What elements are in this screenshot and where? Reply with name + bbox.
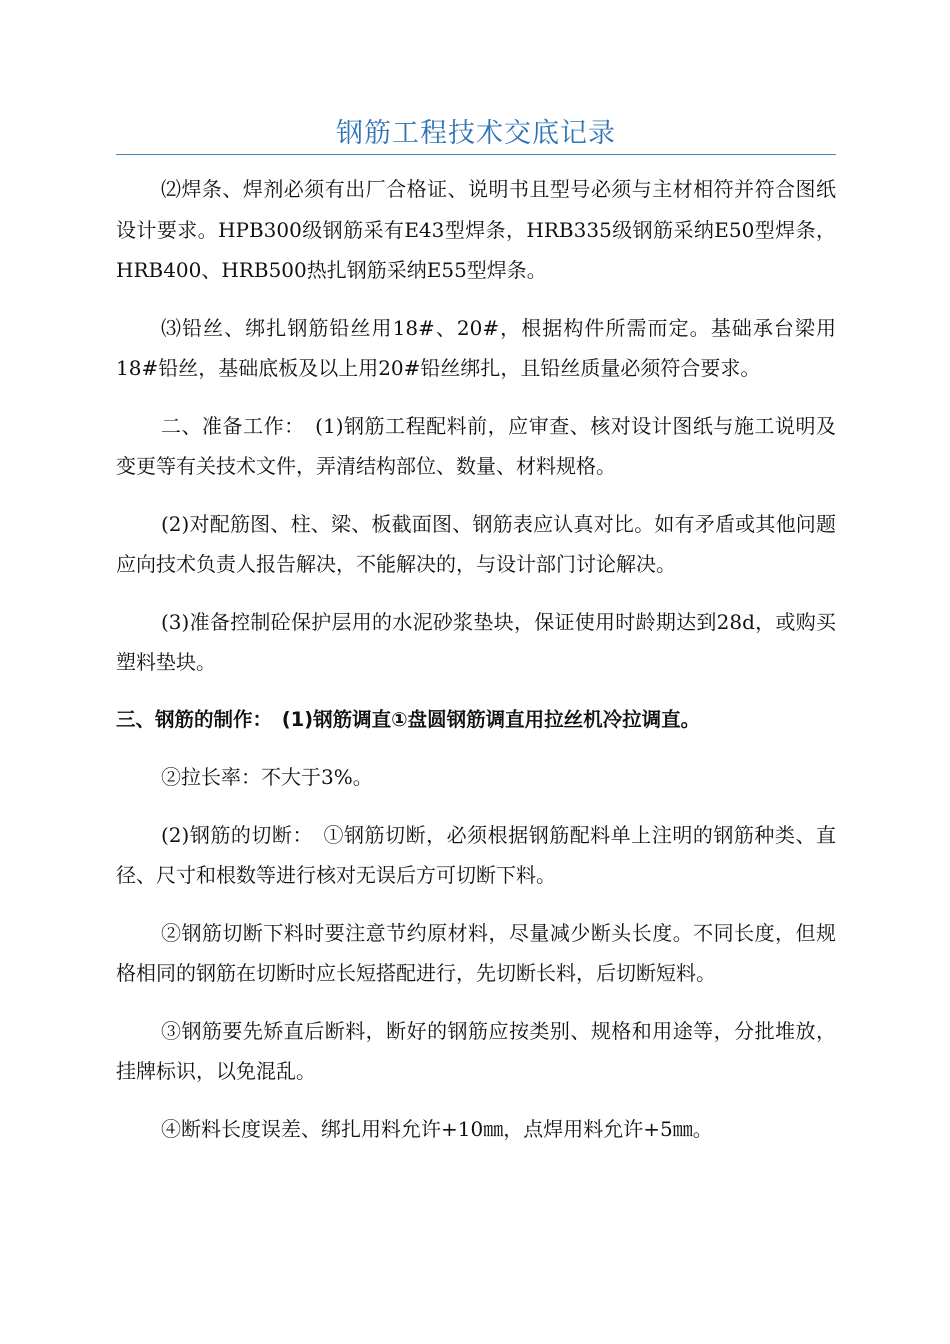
- paragraph-cutting-2: ②钢筋切断下料时要注意节约原材料，尽量减少断头长度。不同长度，但规格相同的钢筋在切断时应长短搭配进行，先切断长料，后切断短料。: [116, 920, 836, 985]
- paragraph-binding-wire: ⑶铅丝、绑扎钢筋铅丝用18#、20#，根据构件所需而定。基础承台梁用18#铅丝，基础底板及以上用20#铅丝绑扎，且铅丝质量必须符合要求。: [116, 315, 836, 380]
- title-underline: [116, 154, 836, 155]
- paragraph-preparation-1: 二、准备工作： (1)钢筋工程配料前，应审查、核对设计图纸与施工说明及变更等有关技术文件，弄清结构部位、数量、材料规格。: [116, 413, 836, 478]
- section-heading-fabrication: 三、钢筋的制作： (1)钢筋调直①盘圆钢筋调直用拉丝机冷拉调直。: [116, 707, 701, 731]
- paragraph-welding-rods: ⑵焊条、焊剂必须有出厂合格证、说明书且型号必须与主材相符并符合图纸设计要求。HPB300级钢筋采有E43型焊条，HRB335级钢筋采纳E50型焊条，HRB400、HRB500热扎钢筋采纳E55型焊条。: [116, 177, 836, 282]
- paragraph-preparation-3: (3)准备控制砼保护层用的水泥砂浆垫块，保证使用时龄期达到28d，或购买塑料垫块。: [116, 609, 836, 674]
- paragraph-cutting-3: ③钢筋要先矫直后断料，断好的钢筋应按类别、规格和用途等，分批堆放，挂牌标识，以免混乱。: [116, 1018, 836, 1083]
- paragraph-preparation-2: (2)对配筋图、柱、梁、板截面图、钢筋表应认真对比。如有矛盾或其他问题应向技术负责人报告解决，不能解决的，与设计部门讨论解决。: [116, 511, 836, 576]
- paragraph-cutting-4: ④断料长度误差、绑扎用料允许+10㎜，点焊用料允许+5㎜。: [161, 1116, 713, 1141]
- document-page: [116, 0, 836, 1166]
- document-body: [116, 169, 836, 1149]
- paragraph-cutting-1: (2)钢筋的切断： ①钢筋切断，必须根据钢筋配料单上注明的钢筋种类、直径、尺寸和根数等进行核对无误后方可切断下料。: [116, 822, 836, 887]
- document-title: 钢筋工程技术交底记录: [336, 118, 616, 149]
- paragraph-elongation-rate: ②拉长率：不大于3%。: [161, 765, 373, 789]
